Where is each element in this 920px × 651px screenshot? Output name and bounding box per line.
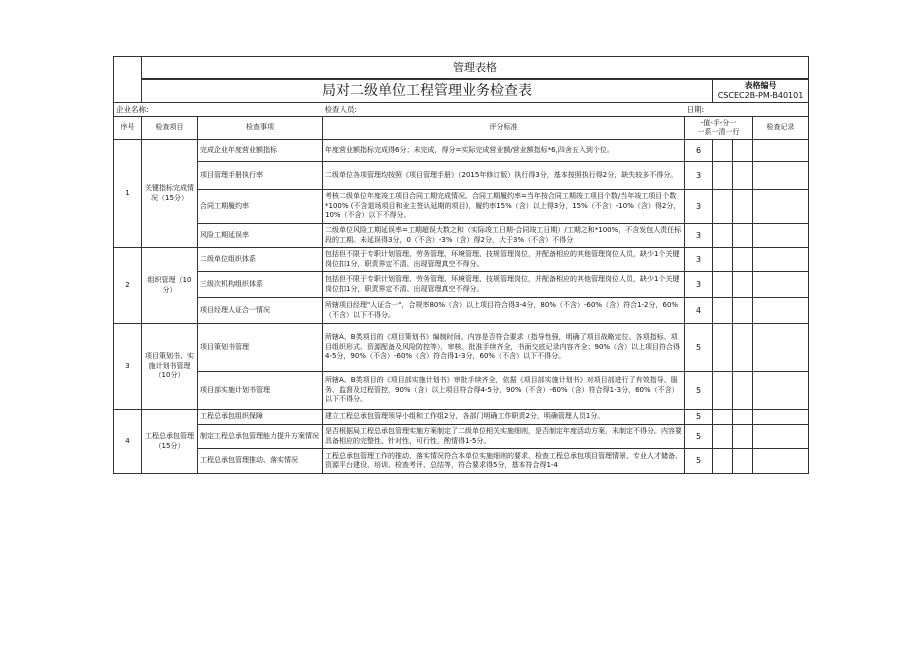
item-record[interactable] — [753, 298, 809, 324]
item-score: 3 — [685, 190, 713, 224]
item-score-input[interactable] — [733, 248, 753, 272]
item-score-input[interactable] — [713, 162, 733, 190]
item-score-input[interactable] — [713, 140, 733, 162]
item-criteria: 二级单位风险工期延误率=工期超误大数之和（实际竣工日期-合同竣工日期）/工期之和*100%，不含发包人责任标段的工期。未延误得3分，0（不含）-3%（含）得2分，大于3%（不含）不得分 — [323, 224, 685, 248]
date-field[interactable] — [685, 103, 809, 117]
item-score-input[interactable] — [713, 372, 733, 410]
section-project: 项目策划书、实施计划书管理（10分） — [142, 324, 198, 410]
item-score-input[interactable] — [733, 190, 753, 224]
company-name-label: 企业名称: — [116, 104, 149, 114]
item-score-input[interactable] — [733, 298, 753, 324]
item-score: 4 — [685, 298, 713, 324]
item-score-input[interactable] — [733, 425, 753, 449]
item-score-input[interactable] — [733, 272, 753, 298]
item-score: 5 — [685, 410, 713, 425]
item-criteria: 包括但不限于专职计划管理、劳务管理、环境管理、技规管理岗位，并配备相应的其他管理岗位人员，缺少1个关键岗位扣1分，职责界定不清、出现管理真空不得分。 — [323, 272, 685, 298]
item-score-input[interactable] — [733, 140, 753, 162]
item-score: 3 — [685, 248, 713, 272]
item-record[interactable] — [753, 224, 809, 248]
table-row — [114, 372, 809, 410]
inspector-field[interactable] — [323, 103, 685, 117]
item-name: 制定工程总承包管理能力提升方案情况 — [198, 425, 323, 449]
table-row — [114, 425, 809, 449]
table-row — [114, 190, 809, 224]
item-score: 3 — [685, 162, 713, 190]
item-record[interactable] — [753, 372, 809, 410]
item-criteria: 包括但不限于专职计划管理、劳务管理、环境管理、技规管理岗位，并配备相应的其他管理岗位人员，缺少1个关键岗位扣1分，职责界定不清、出现管理真空不得分。 — [323, 248, 685, 272]
item-record[interactable] — [753, 272, 809, 298]
item-score: 3 — [685, 272, 713, 298]
date-label: 日期: — [686, 104, 705, 114]
section-seq: 2 — [114, 248, 142, 324]
section-project: 关键指标完成情况（15分） — [142, 140, 198, 248]
item-score-input[interactable] — [713, 224, 733, 248]
table-row — [114, 324, 809, 372]
col-seq: 序号 — [114, 117, 142, 140]
inspector-label: 检查人员: — [324, 104, 358, 114]
col-criteria: 评分标准 — [323, 117, 685, 140]
table-row — [114, 140, 809, 162]
item-score-input[interactable] — [713, 272, 733, 298]
item-score: 5 — [685, 324, 713, 372]
item-score: 3 — [685, 224, 713, 248]
item-record[interactable] — [753, 410, 809, 425]
section-seq: 4 — [114, 410, 142, 474]
header-blank-cell — [114, 57, 142, 103]
item-name: 项目部实施计划书管理 — [198, 372, 323, 410]
item-name: 工程总承包管理推动、落实情况 — [198, 449, 323, 474]
table-row — [114, 410, 809, 425]
form-code-value: CSCEC2B-PM-B40101 — [717, 91, 804, 100]
item-score-input[interactable] — [713, 410, 733, 425]
col-item: 检查事项 — [198, 117, 323, 140]
item-score-input[interactable] — [713, 190, 733, 224]
col-record: 检查记录 — [753, 117, 809, 140]
item-score-input[interactable] — [733, 324, 753, 372]
col-score-top: -值-手-分一 — [700, 119, 737, 127]
item-score-input[interactable] — [733, 162, 753, 190]
item-score-input[interactable] — [733, 449, 753, 474]
item-score-input[interactable] — [713, 425, 733, 449]
inspection-sheet — [113, 56, 808, 474]
item-criteria: 所辖A、B类项目的《项目部实施计划书》审批手续齐全，依据《项目部实施计划书》对项目部进行了有效指导、服务、监督及过程管控，90%（含）以上项目符合得4-5分，90%（不含）-60%（含）符合得1-3分，60%（不含）以下不得分。 — [323, 372, 685, 410]
item-record[interactable] — [753, 324, 809, 372]
item-record[interactable] — [753, 162, 809, 190]
item-criteria: 所辖A、B类项目的《项目策划书》编制时间、内容是否符合要求（指导性强，明确了项目战略定位、各项指标、项目组织形式、资源配备及风险防控等），审核、批准手续齐全，书面交底记录内容齐全；90%（含）以上项目符合得4-5分，90%（不含）-60%（含）符合得1-3分，60%（不含）以下不得分。 — [323, 324, 685, 372]
inspection-table — [113, 56, 809, 474]
item-score: 5 — [685, 425, 713, 449]
form-code-label: 表格编号 — [744, 81, 777, 90]
item-score-input[interactable] — [713, 298, 733, 324]
item-record[interactable] — [753, 425, 809, 449]
company-name-field[interactable] — [114, 103, 323, 117]
item-name: 项目经理人证合一情况 — [198, 298, 323, 324]
item-record[interactable] — [753, 449, 809, 474]
form-code-cell — [713, 80, 809, 103]
section-project: 组织管理（10分） — [142, 248, 198, 324]
table-row — [114, 224, 809, 248]
section-project: 工程总承包管理（15分） — [142, 410, 198, 474]
col-score — [685, 117, 753, 140]
item-name: 完成企业年度营业额指标 — [198, 140, 323, 162]
item-criteria: 考核二级单位年度竣工项目合同工期完成情况。合同工期履约率=当年按合同工期竣工项目个数/当年竣工项目个数*100% (不含退场项目和业主签认延期的项目)，履约率15%（含）以上得3分，15%（不含）-10%（含）得2分，10%（不含）以下不得分。 — [323, 190, 685, 224]
item-score-input[interactable] — [733, 372, 753, 410]
item-criteria: 建立工程总承包管理领导小组和工作组2分，各部门明确工作职责2分，明确管理人员1分。 — [323, 410, 685, 425]
table-row — [114, 298, 809, 324]
item-record[interactable] — [753, 248, 809, 272]
item-score-input[interactable] — [713, 449, 733, 474]
table-row — [114, 449, 809, 474]
table-row — [114, 162, 809, 190]
header-titles — [142, 57, 809, 80]
item-score-input[interactable] — [713, 324, 733, 372]
form-category: 管理表格 — [142, 57, 808, 79]
item-score-input[interactable] — [733, 224, 753, 248]
item-name: 风险工期延误率 — [198, 224, 323, 248]
form-title: 局对二级单位工程管理业务检查表 — [142, 80, 713, 103]
item-score: 5 — [685, 449, 713, 474]
item-score-input[interactable] — [713, 248, 733, 272]
col-project: 检查项目 — [142, 117, 198, 140]
item-criteria: 工程总承包管理工作的推动、落实情况符合本单位实施细则的要求，检查工程总承包项目管理情景、专业人才储备、资源平台建设、培训、检查考评、总结等，符合要求得5分，基本符合得1-4 — [323, 449, 685, 474]
item-criteria: 是否根据局工程总承包管理实施方案制定了二级单位相关实施细则，是否制定年度活动方案，未制定不得分。内容要具备相应的完整性、针对性、可行性，酌情得1-5分。 — [323, 425, 685, 449]
item-score-input[interactable] — [733, 410, 753, 425]
item-name: 合同工期履约率 — [198, 190, 323, 224]
item-score: 5 — [685, 372, 713, 410]
item-criteria: 所辖项目经理"人证合一"，合规率80%（含）以上项目符合得3-4分，80%（不含）-60%（含）符合1-2分，60%（不含）以下不得分。 — [323, 298, 685, 324]
item-score: 6 — [685, 140, 713, 162]
item-name: 二级单位组织体系 — [198, 248, 323, 272]
item-record[interactable] — [753, 190, 809, 224]
item-name: 项目策划书管理 — [198, 324, 323, 372]
table-row — [114, 272, 809, 298]
section-seq: 1 — [114, 140, 142, 248]
item-record[interactable] — [753, 140, 809, 162]
item-name: 三级次机构组织体系 — [198, 272, 323, 298]
table-row — [114, 248, 809, 272]
item-name: 工程总承包组织保障 — [198, 410, 323, 425]
item-criteria: 年度营业额指标完成得6分；未完成，得分=实际完成营业额/营业额指标*6,四舍五入到个位。 — [323, 140, 685, 162]
col-score-bottom: 一系一清一行 — [697, 128, 740, 136]
section-seq: 3 — [114, 324, 142, 410]
item-criteria: 二级单位各项管理均按照《项目管理手册》（2015年修订版）执行得3分，基本按照执行得2分，缺失较多不得分。 — [323, 162, 685, 190]
item-name: 项目管理手册执行率 — [198, 162, 323, 190]
